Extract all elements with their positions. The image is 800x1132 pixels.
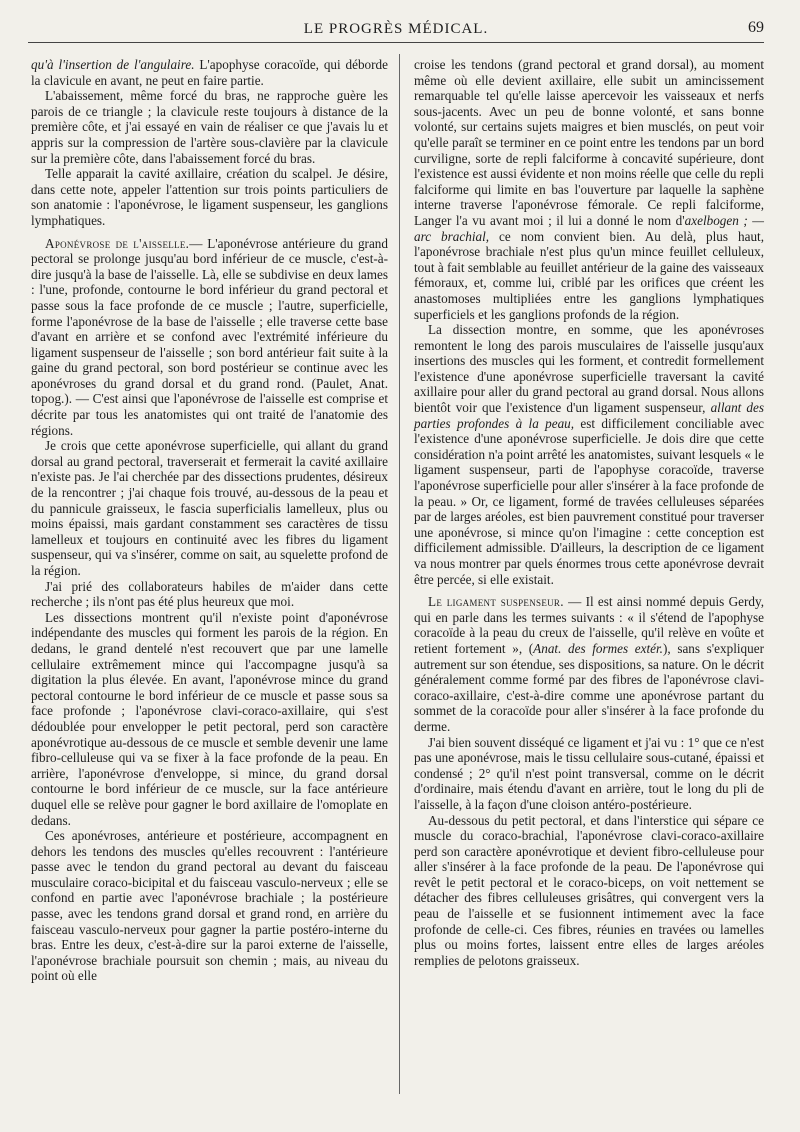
right-column bbox=[414, 57, 764, 968]
paragraph bbox=[414, 57, 764, 322]
journal-title: LE PROGRÈS MÉDICAL. bbox=[303, 21, 489, 37]
paragraph-text: ), sans s'expliquer autrement sur son étendue, ses dispositions, sa nature. On le décrit généralement comme formé par des fibres de l'aponévrose clavi-coraco-axillaire, c'est-à-dire comme une aponévrose partant du sommet de la coracoïde pour aller s'insérer à la face profonde du derme. bbox=[414, 640, 764, 734]
paragraph-text: — Il est ainsi nommé depuis Gerdy, qui en parle dans les termes suivants : « il s'étend de l'apophyse coracoïde à la peau du creux de l'aisselle, qu'il relève en voûte et retient fortement », ( bbox=[414, 594, 764, 656]
paragraph: Les dissections montrent qu'il n'existe point d'aponévrose indépendante des muscles qui forment les parois de la région. En dedans, le grand dentelé n'est recouvert que par une lamelle cellulaire extrêmement mince qui l'accompagne jusqu'à sa digitation la plus élevée. En avant, l'aponévrose mince du grand pectoral contourne le bord inférieur de ce muscle et passe sous sa face profonde ; l'aponévrose clavi-coraco-axillaire, qui s'est dédoublée pour envelopper le petit pectoral, perd son caractère aponévrotique au-dessous de ce muscle et semble devenir une lame fibro-celluleuse qui va se fixer à la face profonde de la peau. En arrière, l'aponévrose d'enveloppe, si mince, du grand dorsal contourne le bord inférieur de ce muscle, sur la face antérieure duquel elle se relève pour gagner le bord axillaire de l'omoplate en dedans. bbox=[31, 609, 388, 828]
paragraph-text: — L'aponévrose antérieure du grand pectoral se prolonge jusqu'au bord inférieur de ce muscle, c'est-à-dire jusqu'à la base de l'aisselle. Là, elle se subdivise en deux lames : l'une, profonde, contourne le bord inférieur du grand pectoral et passe sous la face profonde de ce muscle ; l'autre, superficielle, forme l'aponévrose de la base de l'aisselle ; elle traverse cette base d'avant en arrière et se confond avec l'extrémité inférieure du ligament suspenseur de l'aisselle ; son bord antérieur fait suite à la gaine du grand pectoral, son bord postérieur se continue avec les aponévroses du grand dorsal et du grand rond. (Paulet, Anat. topog.). — C'est ainsi que l'aponévrose de l'aisselle est comprise et décrite par tous les anatomistes qui ont traité de l'anatomie des régions. bbox=[31, 235, 388, 438]
column-divider bbox=[399, 54, 400, 1094]
italic-phrase: allant des parties profondes à la peau, bbox=[414, 400, 765, 431]
running-header bbox=[28, 18, 764, 43]
italic-phrase: qu'à l'insertion de l'angulaire. bbox=[31, 57, 195, 72]
paragraph: J'ai bien souvent disséqué ce ligament et j'ai vu : 1° que ce n'est pas une aponévrose, mais le tissu cellulaire sous-cutané, épaissi et condensé ; 2° qu'il n'est point transversal, comme on le décrit d'ordinaire, mais étendu d'avant en arrière, tout le long du pli de l'aisselle, à la façon d'une cloison antéro-postérieure. bbox=[414, 734, 764, 812]
paragraph: L'abaissement, même forcé du bras, ne rapproche guère les parois de ce triangle ; la clavicule reste toujours à distance de la première côte, et j'ai essayé en vain de réaliser ce que j'avais lu et appris sur la compression de l'artère sous-clavière par la clavicule sur la première côte, dans l'abaissement forcé du bras. bbox=[31, 88, 388, 166]
paragraph bbox=[31, 236, 388, 439]
section-heading: Aponévrose de l'aisselle. bbox=[45, 235, 190, 251]
paragraph: Au-dessous du petit pectoral, et dans l'interstice qui sépare ce muscle du coraco-brachial, l'aponévrose clavi-coraco-axillaire perd son caractère aponévrotique et devient fibro-celluleuse pour aller s'insérer à la face profonde de la peau. De l'aponévrose qui revêt le petit pectoral et le coraco-biceps, on voit nettement se détacher des fibres celluleuses grisâtres, qui convergent vers la peau de l'aisselle et se fusionnent intimement avec la face profonde de celle-ci. Ces fibres, réunies en travées ou lamelles plus ou moins fortes, laissent entre elles de larges aréoles remplies de pelotons graisseux. bbox=[414, 812, 764, 968]
paragraph bbox=[31, 57, 388, 88]
paragraph-text: L'apophyse coracoïde, qui déborde la clavicule en avant, ne peut en faire partie. bbox=[31, 57, 388, 88]
paragraph bbox=[414, 594, 764, 734]
paragraph-text: croise les tendons (grand pectoral et grand dorsal), au moment même où elle devient axillaire, elle subit un amincissement remarquable tel qu'elle laisse apercevoir les vaisseaux et nerfs sous-jacents. Avec un peu de bonne volonté, et sans bonne volonté, sur certains sujets maigres et bien musclés, on peut voir qu'elle paraît se terminer en ce point entre les tendons par un bord curviligne, sorte de repli falciforme à concavité supérieure, dont l'existence est aussi évidente et non moins réelle que celle du repli falciforme qui limite en bas l'ouverture par laquelle la saphène interne traverse l'aponévrose fémorale. Ce repli falciforme, Langer l'a vu avant moi ; il lui a donné le nom d' bbox=[414, 57, 764, 228]
paragraph: Je crois que cette aponévrose superficielle, qui allant du grand dorsal au grand pectoral, traverserait et fermerait la cavité axillaire n'existe pas. Je l'ai cherchée par des dissections prudentes, désireux de la rencontrer ; j'ai chaque fois trouvé, au-dessous de la peau et du pannicule graisseux, le fascia superficialis lamelleux, plus ou moins épaissi, mais gardant constamment ses caractères de tissu lamelleux et toujours en continuité avec les fibres du ligament suspenseur, qui va s'insérer, comme on sait, au squelette profond de la région. bbox=[31, 438, 388, 578]
italic-phrase: axelbogen ; — arc brachial, bbox=[414, 212, 765, 244]
paragraph-text: est difficilement conciliable avec l'existence d'une aponévrose superficielle. Je dois dire que cette considération n'a point arrêté les anatomistes, suivant lesquels « le ligament suspenseur, parti de l'apophyse coracoïde, traverse l'aponévrose superficielle pour aller s'insérer à la face profonde de la peau. » Or, ce ligament, formé de travées celluleuses séparées par de larges aréoles, est bien pauvrement constitué pour traverser une aponévrose, si mince qu'on l'imagine : cette conception est difficilement admissible. D'ailleurs, la description de ce ligament va nous montrer par quels énormes trous cette aponévrose devrait être percée, si elle existait. bbox=[414, 415, 764, 587]
page-number: 69 bbox=[748, 19, 764, 36]
section-heading: Le ligament suspenseur. bbox=[428, 594, 564, 610]
paragraph: Telle apparait la cavité axillaire, création du scalpel. Je désire, dans cette note, appeler l'attention sur trois points particuliers de son anatomie : l'aponévrose, le ligament suspenseur, les ganglions lymphatiques. bbox=[31, 166, 388, 228]
italic-phrase: Anat. des formes extér. bbox=[533, 640, 663, 656]
paragraph-text: La dissection montre, en somme, que les aponévroses remontent le long des parois musculaires de l'aisselle jusqu'aux insertions des muscles qui les forment, et contredit formellement l'existence d'une aponévrose superficielle traversant la cavité axillaire pour aller du grand pectoral au grand dorsal. Nous allons bientôt voir que l'existence d'un ligament suspenseur, bbox=[414, 322, 764, 416]
paragraph bbox=[414, 322, 764, 587]
left-column bbox=[31, 57, 388, 984]
paragraph-text: ce nom convient bien. Au delà, plus haut, l'aponévrose brachiale n'est plus qu'un mince feuillet celluleux, tout à fait semblable au feuillet antérieur de la gaine des vaisseaux fémoraux, et, comme lui, criblé par les orifices que créent les anastomoses multipliées entre les ganglions lymphatiques superficiels et les ganglions profonds de la région. bbox=[414, 228, 764, 322]
paragraph: Ces aponévroses, antérieure et postérieure, accompagnent en dehors les tendons des muscles qu'elles recouvrent : l'antérieure passe avec le tendon du grand pectoral au devant du faisceau musculaire coraco-bicipital et du faisceau vasculo-nerveux ; elle se confond en partie avec l'aponévrose brachiale ; la postérieure passe, avec les tendons grand dorsal et grand rond, en arrière du faisceau vasculo-nerveux pour gagner la partie postéro-interne du bras. Entre les deux, c'est-à-dire sur la paroi externe de l'aisselle, l'aponévrose brachiale poursuit son chemin ; mais, au niveau du point où elle bbox=[31, 828, 388, 984]
paragraph: J'ai prié des collaborateurs habiles de m'aider dans cette recherche ; ils n'ont pas été plus heureux que moi. bbox=[31, 578, 388, 610]
